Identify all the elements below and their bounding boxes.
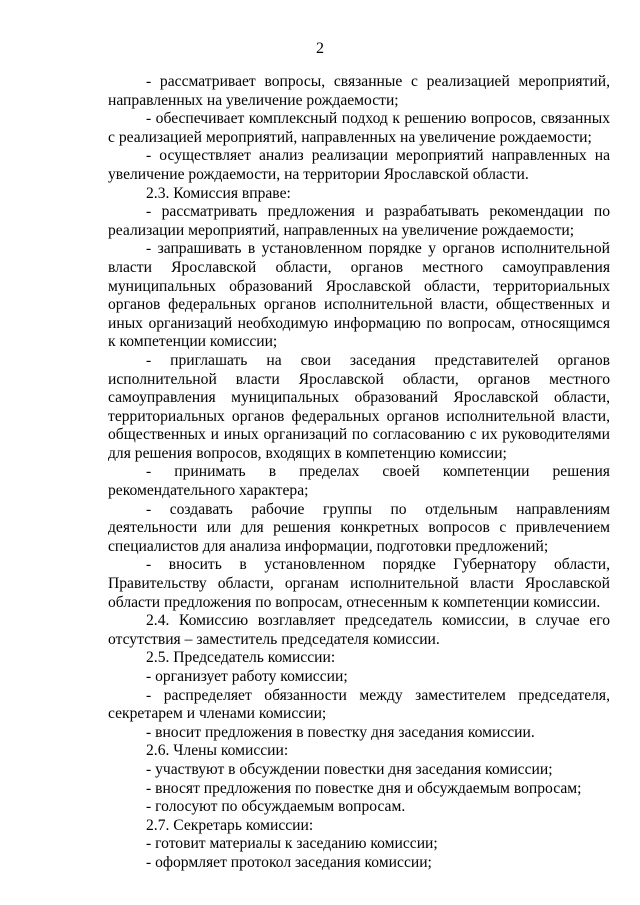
paragraph-secretary-materials: - готовит материалы к заседанию комиссии;: [146, 835, 438, 853]
paragraph-chair-agenda: - вносит предложения в повестку дня заседания комиссии.: [146, 723, 535, 741]
paragraph-right-recommendations: - рассматривать предложения и разрабатывать рекомендации по реализации мероприятий, направленных на увеличение рождаемости;: [108, 203, 610, 239]
paragraph-right-invite: - приглашать на свои заседания представителей органов исполнительной власти Ярославской области, органов местного самоуправления муниципальных образований Ярославской области, территориальных органов федеральных органов исполнительной власти, общественных и иных организаций по согласованию с их руководителями для решения вопросов, входящих в компетенцию комиссии;: [108, 351, 610, 462]
section-heading-2-3: 2.3. Комиссия вправе:: [146, 184, 291, 202]
section-paragraph-2-4: 2.4. Комиссию возглавляет председатель комиссии, в случае его отсутствия – заместитель председателя комиссии.: [108, 612, 610, 648]
paragraph-right-decisions: - принимать в пределах своей компетенции решения рекомендательного характера;: [108, 463, 610, 500]
paragraph-secretary-minutes: - оформляет протокол заседания комиссии;: [146, 853, 432, 871]
section-heading-2-5: 2.5. Председатель комиссии:: [146, 649, 336, 667]
section-heading-2-7: 2.7. Секретарь комиссии:: [146, 816, 314, 834]
paragraph-duty-consider-issues: - рассматривает вопросы, связанные с реализацией мероприятий, направленных на увеличение рождаемости;: [108, 73, 610, 109]
paragraph-right-proposals: - вносить в установленном порядке Губернатору области, Правительству области, органам исполнительной власти Ярославской области предложения по вопросам, отнесенным к компетенции комиссии.: [108, 556, 610, 611]
section-heading-2-6: 2.6. Члены комиссии:: [146, 742, 289, 760]
paragraph-members-propose: - вносят предложения по повестке дня и обсуждаемым вопросам;: [146, 779, 582, 797]
paragraph-duty-comprehensive-approach: - обеспечивает комплексный подход к решению вопросов, связанных с реализацией мероприятий, направленных на увеличение рождаемости;: [108, 110, 610, 146]
paragraph-right-working-groups: - создавать рабочие группы по отдельным направлениям деятельности или для решения конкретных вопросов с привлечением специалистов для анализа информации, подготовки предложений;: [108, 500, 610, 555]
paragraph-chair-distributes: - распределяет обязанности между заместителем председателя, секретарем и членами комиссии;: [108, 686, 610, 723]
paragraph-members-vote: - голосуют по обсуждаемым вопросам.: [146, 798, 406, 816]
page-number: 2: [316, 40, 324, 57]
document-body: [108, 73, 610, 873]
paragraph-chair-organizes: - организует работу комиссии;: [146, 668, 348, 685]
paragraph-right-request-info: - запрашивать в установленном порядке у органов исполнительной власти Ярославской области, органов местного самоуправления муниципальных образований Ярославской области, территориальных органов федеральных органов исполнительной власти, общественных и иных организаций необходимую информацию по вопросам, относящимся к компетенции комиссии;: [108, 240, 610, 351]
paragraph-duty-analysis: - осуществляет анализ реализации мероприятий направленных на увеличение рождаемости, на территории Ярославской области.: [108, 147, 610, 183]
paragraph-members-discuss: - участвуют в обсуждении повестки дня заседания комиссии;: [146, 760, 553, 778]
